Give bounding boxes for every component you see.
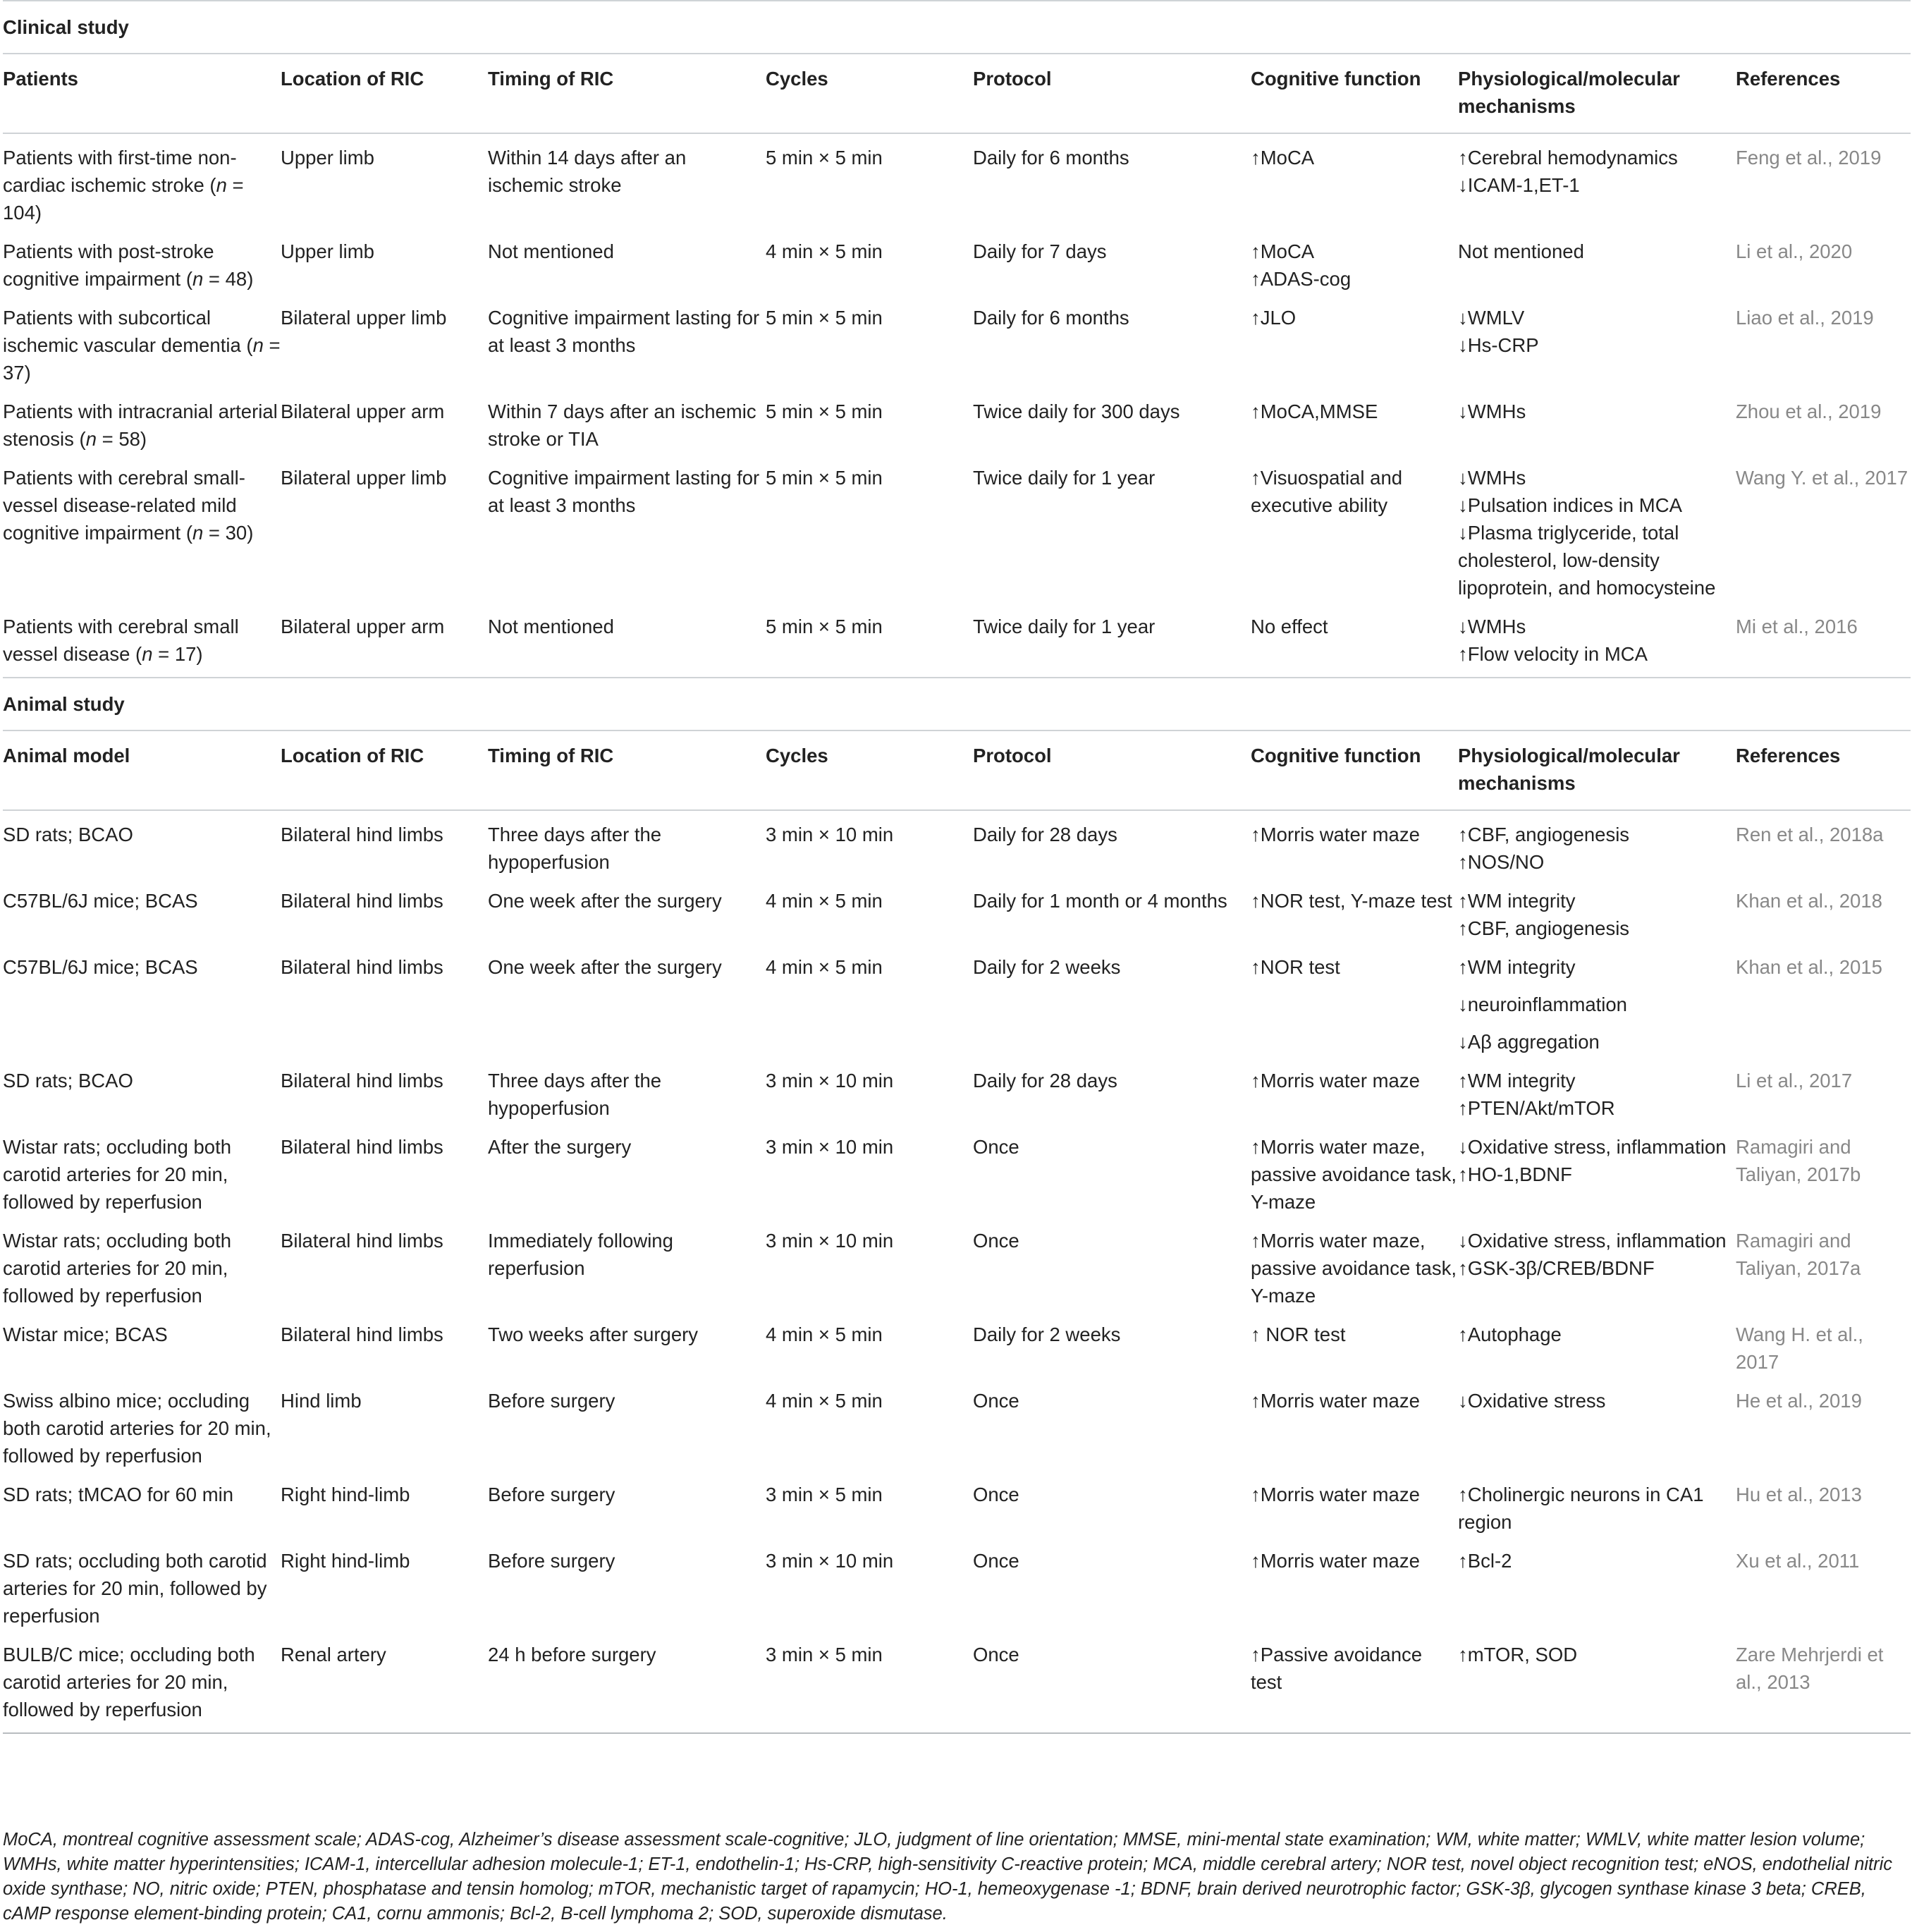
cell-cycles: 3 min × 5 min	[766, 1632, 973, 1733]
cell-cognitive	[1251, 1472, 1458, 1539]
section-title-animal: Animal study	[3, 678, 1911, 730]
cell-line: ↑ NOR test	[1251, 1323, 1346, 1345]
cell-line: ↑PTEN/Akt/mTOR	[1458, 1097, 1615, 1119]
subject-text: C57BL/6J mice; BCAS	[3, 956, 198, 978]
cell-timing: Not mentioned	[488, 240, 614, 262]
cell-cognitive	[1251, 604, 1458, 678]
cell-cycles: 4 min × 5 min	[766, 1323, 883, 1345]
cell-line: ↑mTOR, SOD	[1458, 1644, 1578, 1665]
cell-cycles: 5 min × 5 min	[766, 147, 883, 169]
cell-location: Hind limb	[281, 1390, 362, 1412]
cell-location: Bilateral hind limbs	[281, 890, 443, 912]
cell-subject	[3, 604, 281, 678]
cell-cycles: 5 min × 5 min	[766, 307, 883, 329]
cell-reference: Ramagiri and Taliyan, 2017b	[1736, 1136, 1861, 1185]
cell-location: Right hind-limb	[281, 1550, 410, 1572]
cell-line: ↓WMLV	[1458, 307, 1525, 329]
cell-reference: Wang H. et al., 2017	[1736, 1323, 1863, 1373]
subject-text: Patients with intracranial arterial stenosis (	[3, 401, 278, 450]
cell-subject	[3, 295, 281, 389]
cell-cognitive	[1251, 456, 1458, 604]
subject-text: Patients with first-time non-cardiac ischemic stroke (	[3, 147, 237, 196]
cell-line: ↑Morris water maze, passive avoidance task, Y-maze	[1251, 1136, 1457, 1213]
cell-line: ↑MoCA,MMSE	[1251, 401, 1378, 422]
cell-cycles: 4 min × 5 min	[766, 890, 883, 912]
cell-cycles: 3 min × 5 min	[766, 1484, 883, 1505]
cell-subject	[3, 1539, 281, 1632]
cell-location: Renal artery	[281, 1632, 488, 1733]
table-row	[3, 879, 1911, 945]
cell-protocol: Daily for 6 months	[973, 147, 1129, 169]
cell-subject	[3, 389, 281, 456]
cell-reference: Khan et al., 2015	[1736, 956, 1882, 978]
subject-text: Patients with post-stroke cognitive impairment (	[3, 240, 214, 290]
subject-text: SD rats; BCAO	[3, 824, 133, 845]
cell-line: ↓Plasma triglyceride, total cholesterol, low-density lipoprotein, and homocysteine	[1458, 522, 1716, 599]
column-header: Cycles	[766, 730, 973, 810]
cell-location: Right hind-limb	[281, 1484, 410, 1505]
table-row	[3, 133, 1911, 229]
table-row	[3, 1125, 1911, 1218]
cell-timing: One week after the surgery	[488, 956, 722, 978]
cell-timing: Within 14 days after an ischemic stroke	[488, 147, 687, 196]
cell-timing: Three days after the hypoperfusion	[488, 824, 662, 873]
cell-reference: Xu et al., 2011	[1736, 1550, 1860, 1572]
cell-subject	[3, 1632, 281, 1733]
subject-text: Wistar mice; BCAS	[3, 1323, 168, 1345]
cell-mechanisms	[1458, 1539, 1736, 1632]
sample-size-label: n	[85, 428, 97, 450]
cell-reference: Zare Mehrjerdi et al., 2013	[1736, 1632, 1911, 1733]
cell-line: ↑MoCA	[1251, 240, 1315, 262]
cell-cognitive	[1251, 1378, 1458, 1472]
cell-reference: Zhou et al., 2019	[1736, 401, 1882, 422]
cell-cycles: 3 min × 10 min	[766, 1070, 894, 1092]
cell-cognitive	[1251, 1632, 1458, 1733]
cell-line: ↑Morris water maze	[1251, 1484, 1420, 1505]
cell-timing: Within 7 days after an ischemic stroke or TIA	[488, 401, 756, 450]
cell-subject	[3, 229, 281, 295]
table-row	[3, 389, 1911, 456]
cell-subject	[3, 945, 281, 1058]
cell-timing: Before surgery	[488, 1550, 615, 1572]
table-row	[3, 1539, 1911, 1632]
sample-size-value: = 37)	[3, 334, 281, 384]
cell-line: ↓Pulsation indices in MCA	[1458, 494, 1682, 516]
cell-timing: One week after the surgery	[488, 890, 722, 912]
cell-protocol: Once	[973, 1230, 1019, 1252]
subject-text: Wistar rats; occluding both carotid arteries for 20 min, followed by reperfusion	[3, 1136, 232, 1213]
cell-line: ↑CBF, angiogenesis	[1458, 824, 1630, 845]
cell-reference: He et al., 2019	[1736, 1390, 1862, 1412]
cell-mechanisms	[1458, 1378, 1736, 1472]
cell-cognitive	[1251, 389, 1458, 456]
cell-line: ↓Hs-CRP	[1458, 334, 1539, 356]
cell-location: Bilateral hind limbs	[281, 1323, 443, 1345]
cell-line: ↑Flow velocity in MCA	[1458, 643, 1648, 665]
cell-cycles: 3 min × 10 min	[766, 1136, 894, 1158]
subject-text: Wistar rats; occluding both carotid arteries for 20 min, followed by reperfusion	[3, 1230, 232, 1307]
table-body	[3, 1, 1911, 1733]
cell-mechanisms	[1458, 1472, 1736, 1539]
cell-reference: Ren et al., 2018a	[1736, 824, 1884, 845]
cell-line: ↑CBF, angiogenesis	[1458, 917, 1630, 939]
cell-line: No effect	[1251, 616, 1328, 637]
cell-cycles: 3 min × 10 min	[766, 1230, 894, 1252]
column-header: Patients	[3, 54, 281, 133]
cell-line: ↓WMHs	[1458, 401, 1526, 422]
cell-cognitive	[1251, 810, 1458, 879]
cell-line: Not mentioned	[1458, 240, 1584, 262]
cell-line: ↑MoCA	[1251, 147, 1315, 169]
cell-subject	[3, 133, 281, 229]
cell-timing: 24 h before surgery	[488, 1632, 766, 1733]
cell-subject	[3, 1472, 281, 1539]
table-row	[3, 1632, 1911, 1733]
cell-line: ↓Oxidative stress, inflammation	[1458, 1136, 1727, 1158]
column-header: Cognitive function	[1251, 54, 1458, 133]
column-header: Cycles	[766, 54, 973, 133]
sample-size-value: = 17)	[152, 643, 203, 665]
cell-cognitive	[1251, 1058, 1458, 1125]
cell-timing: Not mentioned	[488, 604, 766, 678]
cell-mechanisms	[1458, 879, 1736, 945]
column-header: Physiological/molecular mechanisms	[1458, 54, 1736, 133]
sample-size-value: = 104)	[3, 174, 244, 224]
cell-line: ↑GSK-3β/CREB/BDNF	[1458, 1257, 1655, 1279]
cell-protocol: Twice daily for 1 year	[973, 467, 1156, 489]
cell-line: ↓WMHs	[1458, 616, 1526, 637]
cell-reference: Ramagiri and Taliyan, 2017a	[1736, 1230, 1861, 1279]
cell-cycles: 3 min × 10 min	[766, 1550, 894, 1572]
cell-line: ↑Cholinergic neurons in CA1 region	[1458, 1484, 1704, 1533]
cell-cognitive	[1251, 879, 1458, 945]
cell-cognitive	[1251, 133, 1458, 229]
cell-timing: Before surgery	[488, 1390, 615, 1412]
cell-subject	[3, 1312, 281, 1378]
cell-line: ↓Oxidative stress, inflammation	[1458, 1230, 1727, 1252]
subject-text: C57BL/6J mice; BCAS	[3, 890, 198, 912]
cell-line: ↑ADAS-cog	[1251, 268, 1352, 290]
cell-location: Bilateral upper limb	[281, 467, 447, 489]
cell-protocol: Daily for 28 days	[973, 824, 1117, 845]
table-footnote: MoCA, montreal cognitive assessment scale; ADAS-cog, Alzheimer’s disease assessment scale-cognitive; JLO, judgment of line orientation; MMSE, mini-mental state examination; WM, white matter; WMLV, white matter lesion volume; WMHs, white matter hyperintensities; ICAM-1, intercellular adhesion molecule-1; ET-1, endothelin-1; Hs-CRP, high-sensitivity C-reactive protein; MCA, middle cerebral artery; NOR test, novel object recognition test; eNOS, endothelial nitric oxide synthase; NO, nitric oxide; PTEN, phosphatase and tensin homolog; mTOR, mechanistic target of rapamycin; HO-1, hemeoxygenase -1; BDNF, brain derived neurotrophic factor; GSK-3β, glycogen synthase kinase 3 beta; CREB, cAMP response element-binding protein; CA1, cornu ammonis; Bcl-2, B-cell lymphoma 2; SOD, superoxide dismutase.	[3, 1830, 1893, 1924]
header-row-animal	[3, 730, 1911, 810]
cell-protocol: Daily for 7 days	[973, 240, 1107, 262]
subject-text: SD rats; tMCAO for 60 min	[3, 1484, 234, 1505]
column-header: Timing of RIC	[488, 54, 766, 133]
cell-location: Bilateral upper arm	[281, 401, 445, 422]
cell-subject	[3, 1125, 281, 1218]
ric-summary-table	[3, 0, 1911, 1734]
cell-timing: Before surgery	[488, 1484, 615, 1505]
cell-reference: Khan et al., 2018	[1736, 890, 1882, 912]
cell-location: Bilateral upper limb	[281, 307, 447, 329]
table-row	[3, 295, 1911, 389]
cell-location: Bilateral upper arm	[281, 604, 488, 678]
cell-mechanisms	[1458, 229, 1736, 295]
column-header: Cognitive function	[1251, 730, 1458, 810]
table-row	[3, 1058, 1911, 1125]
cell-mechanisms	[1458, 604, 1736, 678]
cell-mechanisms	[1458, 389, 1736, 456]
cell-mechanisms	[1458, 133, 1736, 229]
sample-size-value: = 58)	[96, 428, 147, 450]
table-row	[3, 810, 1911, 879]
cell-line: ↑JLO	[1251, 307, 1297, 329]
cell-location: Bilateral hind limbs	[281, 1136, 443, 1158]
cell-cognitive	[1251, 229, 1458, 295]
cell-cognitive	[1251, 945, 1458, 1058]
cell-protocol: Daily for 28 days	[973, 1070, 1117, 1092]
cell-location: Bilateral hind limbs	[281, 956, 443, 978]
subject-text: Swiss albino mice; occluding both carotid arteries for 20 min, followed by reperfusion	[3, 1390, 271, 1467]
column-header: References	[1736, 54, 1911, 133]
column-header: Physiological/molecular mechanisms	[1458, 730, 1736, 810]
header-row-clinical	[3, 54, 1911, 133]
table-row	[3, 229, 1911, 295]
cell-cycles: 4 min × 5 min	[766, 956, 883, 978]
subject-text: Patients with cerebral small vessel disease (	[3, 616, 239, 665]
cell-subject	[3, 810, 281, 879]
cell-protocol: Daily for 2 weeks	[973, 956, 1121, 978]
cell-mechanisms	[1458, 1125, 1736, 1218]
cell-cycles: 3 min × 10 min	[766, 824, 894, 845]
cell-timing: After the surgery	[488, 1136, 632, 1158]
cell-cycles: 5 min × 5 min	[766, 467, 883, 489]
section-row-clinical	[3, 1, 1911, 54]
cell-mechanisms	[1458, 1312, 1736, 1378]
subject-text: Patients with subcortical ischemic vascular dementia (	[3, 307, 253, 356]
cell-line: ↑Morris water maze	[1251, 824, 1420, 845]
cell-mechanisms	[1458, 945, 1736, 1058]
column-header: Location of RIC	[281, 54, 488, 133]
cell-line: ↓ICAM-1,ET-1	[1458, 174, 1580, 196]
cell-timing: Cognitive impairment lasting for at least 3 months	[488, 467, 760, 516]
cell-line: ↑WM integrity	[1458, 1070, 1576, 1092]
cell-mechanisms	[1458, 1632, 1736, 1733]
column-header: Timing of RIC	[488, 730, 766, 810]
table-row	[3, 1218, 1911, 1312]
cell-protocol: Once	[973, 1390, 1019, 1412]
cell-protocol: Once	[973, 1484, 1019, 1505]
column-header: Animal model	[3, 730, 281, 810]
table-row	[3, 604, 1911, 678]
sample-size-label: n	[192, 522, 204, 544]
sample-size-value: = 30)	[203, 522, 254, 544]
cell-cycles: 4 min × 5 min	[766, 1390, 883, 1412]
cell-protocol: Once	[973, 1632, 1251, 1733]
table-row	[3, 945, 1911, 1058]
cell-mechanisms	[1458, 810, 1736, 879]
cell-cognitive	[1251, 1218, 1458, 1312]
cell-reference: Feng et al., 2019	[1736, 147, 1882, 169]
cell-protocol: Twice daily for 1 year	[973, 604, 1251, 678]
cell-location: Bilateral hind limbs	[281, 824, 443, 845]
sample-size-label: n	[142, 643, 153, 665]
cell-location: Upper limb	[281, 240, 374, 262]
cell-line: ↑Morris water maze, passive avoidance task, Y-maze	[1251, 1230, 1457, 1307]
cell-line: ↑WM integrity	[1458, 956, 1576, 978]
cell-reference: Li et al., 2020	[1736, 240, 1853, 262]
cell-line: ↑Morris water maze	[1251, 1550, 1420, 1572]
column-header: Location of RIC	[281, 730, 488, 810]
table-row	[3, 1312, 1911, 1378]
sample-size-label: n	[192, 268, 204, 290]
cell-line: ↑NOR test	[1251, 956, 1340, 978]
cell-line: ↑Cerebral hemodynamics	[1458, 147, 1678, 169]
subject-text: BULB/C mice; occluding both carotid arteries for 20 min, followed by reperfusion	[3, 1644, 255, 1720]
sample-size-value: = 48)	[203, 268, 254, 290]
cell-cognitive	[1251, 295, 1458, 389]
cell-cognitive	[1251, 1539, 1458, 1632]
cell-location: Bilateral hind limbs	[281, 1070, 443, 1092]
cell-line: ↑HO-1,BDNF	[1458, 1163, 1572, 1185]
cell-subject	[3, 879, 281, 945]
cell-protocol: Daily for 6 months	[973, 307, 1129, 329]
cell-reference: Mi et al., 2016	[1736, 604, 1911, 678]
sample-size-label: n	[216, 174, 227, 196]
cell-reference: Wang Y. et al., 2017	[1736, 467, 1908, 489]
cell-line: ↑NOR test, Y-maze test	[1251, 890, 1452, 912]
column-header: Protocol	[973, 54, 1251, 133]
cell-mechanisms	[1458, 1218, 1736, 1312]
cell-line: ↑WM integrity	[1458, 890, 1576, 912]
cell-subject	[3, 1058, 281, 1125]
subject-text: Patients with cerebral small-vessel disease-related mild cognitive impairment (	[3, 467, 245, 544]
cell-line: ↑Visuospatial and executive ability	[1251, 467, 1403, 516]
table-row	[3, 1472, 1911, 1539]
column-header: References	[1736, 730, 1911, 810]
section-row-animal	[3, 678, 1911, 730]
subject-text: SD rats; occluding both carotid arteries for 20 min, followed by reperfusion	[3, 1550, 267, 1627]
cell-protocol: Twice daily for 300 days	[973, 401, 1180, 422]
cell-location: Upper limb	[281, 147, 374, 169]
cell-line: ↑Morris water maze	[1251, 1070, 1420, 1092]
cell-line: ↑NOS/NO	[1458, 851, 1545, 873]
cell-mechanisms	[1458, 295, 1736, 389]
cell-protocol: Once	[973, 1136, 1019, 1158]
cell-protocol: Once	[973, 1550, 1019, 1572]
cell-line: ↓Oxidative stress	[1458, 1390, 1606, 1412]
cell-timing: Immediately following reperfusion	[488, 1230, 673, 1279]
cell-mechanisms	[1458, 1058, 1736, 1125]
cell-timing: Three days after the hypoperfusion	[488, 1070, 662, 1119]
subject-text: SD rats; BCAO	[3, 1070, 133, 1092]
cell-reference: Li et al., 2017	[1736, 1070, 1853, 1092]
cell-line: ↑Bcl-2	[1458, 1550, 1512, 1572]
cell-timing: Cognitive impairment lasting for at least 3 months	[488, 307, 760, 356]
cell-line: ↓Aβ aggregation	[1458, 1031, 1600, 1053]
cell-timing: Two weeks after surgery	[488, 1323, 699, 1345]
cell-location: Bilateral hind limbs	[281, 1230, 443, 1252]
cell-line: ↓neuroinflammation	[1458, 993, 1627, 1015]
cell-cycles: 5 min × 5 min	[766, 401, 883, 422]
cell-cognitive	[1251, 1125, 1458, 1218]
cell-protocol: Daily for 1 month or 4 months	[973, 890, 1227, 912]
column-header: Protocol	[973, 730, 1251, 810]
cell-line: ↑Morris water maze	[1251, 1390, 1420, 1412]
sample-size-label: n	[252, 334, 264, 356]
cell-cognitive	[1251, 1312, 1458, 1378]
cell-reference: Hu et al., 2013	[1736, 1484, 1862, 1505]
cell-protocol: Daily for 2 weeks	[973, 1323, 1121, 1345]
table-row	[3, 456, 1911, 604]
cell-cycles: 5 min × 5 min	[766, 604, 973, 678]
cell-cycles: 4 min × 5 min	[766, 240, 883, 262]
cell-reference: Liao et al., 2019	[1736, 307, 1874, 329]
cell-line: ↑Autophage	[1458, 1323, 1562, 1345]
cell-subject	[3, 456, 281, 604]
cell-mechanisms	[1458, 456, 1736, 604]
table-row	[3, 1378, 1911, 1472]
cell-subject	[3, 1378, 281, 1472]
cell-subject	[3, 1218, 281, 1312]
section-title-clinical: Clinical study	[3, 1, 1911, 54]
cell-line: ↓WMHs	[1458, 467, 1526, 489]
cell-line: ↑Passive avoidance test	[1251, 1644, 1423, 1693]
